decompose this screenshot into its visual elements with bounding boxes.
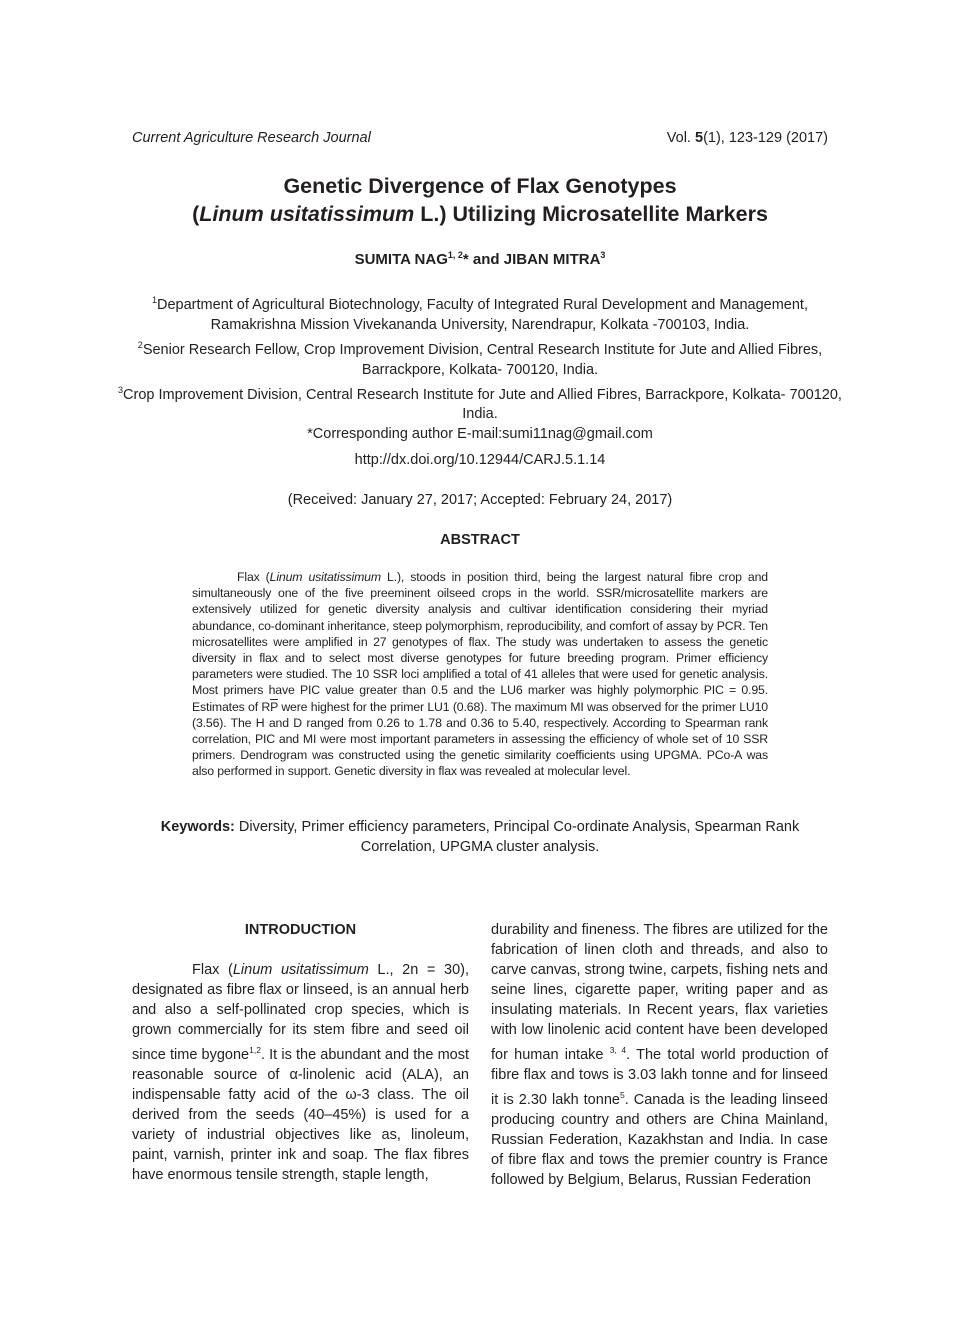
keywords: Keywords: Diversity, Primer efficiency parameters, Principal Co-ordinate Analysis, Spearman Rank Correlation, UPGMA cluster analysis.: [160, 819, 800, 855]
doi-link[interactable]: http://dx.doi.org/10.12944/CARJ.5.1.14: [354, 452, 606, 468]
introduction-heading: INTRODUCTION: [244, 922, 357, 938]
intro-paragraph-1: Flax (Linum usitatissimum L., 2n = 30), designated as fibre flax or linseed, is an annual herb and also a self-pollinated crop species, which is grown commercially for its stem fibre and seed oil since time bygone$^{1,2}$. It is the abundant and the most reasonable source of α-linolenic acid (ALA), an indispensable fatty acid of the ω-3 class. The oil derived from the seeds (40–45%) is used for a variety of industrial objectives like as, linoleum, paint, varnish, printer ink and soap. The flax fibres have enormous tensile strength, staple length,: [132, 962, 470, 1183]
paper-title: [100, 172, 860, 228]
corresponding-author: *Corresponding author E-mail:sumi11nag@gmail.com: [307, 426, 653, 443]
title-line-2: (Linum usitatissimum L.) Utilizing Microsatellite Markers: [192, 202, 768, 226]
abstract-heading: ABSTRACT: [440, 532, 520, 548]
intro-paragraph-1-continued: durability and fineness. The fibres are utilized for the fabrication of linen cloth and threads, and also to carve canvas, strong twine, carpets, fishing nets and seine lines, cigarette paper, writing paper and as insulating materials. In Recent years, flax varieties with low linolenic acid content have been developed for human intake $^{3, 4}$. The total world production of fibre flax and tows is 3.03 lakh tonne and for linseed it is 2.30 lakh tonne$^5$. Canada is the leading linseed producing country and others are China Mainland, Russian Federation, Kazakhstan and India. In case of fibre flax and tows the premier country is France followed by Belgium, Belarus, Russian Federation: [491, 922, 828, 1188]
journal-name: Current Agriculture Research Journal: [132, 130, 371, 146]
affiliation-1: $^1$Department of Agricultural Biotechnology, Faculty of Integrated Rural Development and Management, Ramakrishna Mission Vivekananda University, Narendrapur, Kolkata -700103, India.: [152, 295, 808, 333]
journal-volume: Vol. 5(1), 123-129 (2017): [666, 130, 828, 146]
title-line-1: Genetic Divergence of Flax Genotypes: [283, 174, 677, 198]
affiliations: [110, 290, 850, 444]
abstract-body: Flax (Linum usitatissimum L.), stoods in position third, being the largest natural fibre crop and simultaneously one of the five preeminent oilseed crops in the world. SSR/microsatellite markers are extensively utilized for genetic diversity analysis and cultivar identification considering their myriad abundance, co-dominant inheritance, steep polymorphism, reproducibility, and comfort of assay by PCR. Ten microsatellites were amplified in 27 genotypes of flax. The study was undertaken to assess the genetic diversity in flax and to select most diverse genotypes for future breeding program. Primer efficiency parameters were studied. The 10 SSR loci amplified a total of 41 alleles that were used for genetic analysis. Most primers have PIC value greater than 0.5 and the LU6 marker was highly polymorphic PIC = 0.95. Estimates of $R\overline{P}$ were highest for the primer LU1 (0.68). The maximum MI was observed for the primer LU10 (3.56). The H and D ranged from 0.26 to 1.78 and 0.36 to 5.40, respectively. According to Spearman rank correlation, PIC and MI were most important parameters in assessing the efficiency of whole set of 10 SSR primers. Dendrogram was constructed using the genetic similarity coefficients using UPGMA. PCo-A was also performed in support. Genetic diversity in flax was revealed at molecular level.: [192, 570, 768, 779]
authors: SUMITA NAG$^{1, 2}$* and JIBAN MITRA$^3$: [354, 250, 606, 268]
received-dates: (Received: January 27, 2017; Accepted: February 24, 2017): [287, 492, 673, 508]
column-right: [491, 920, 828, 1190]
affiliation-2: $^2$Senior Research Fellow, Crop Improvement Division, Central Research Institute for Jute and Allied Fibres, Barrackpore, Kolkata- 700120, India.: [137, 339, 823, 378]
column-left: [132, 920, 469, 1185]
affiliation-3: $^3$Crop Improvement Division, Central Research Institute for Jute and Allied Fibres, Barrackpore, Kolkata- 700120, India.: [118, 384, 842, 423]
